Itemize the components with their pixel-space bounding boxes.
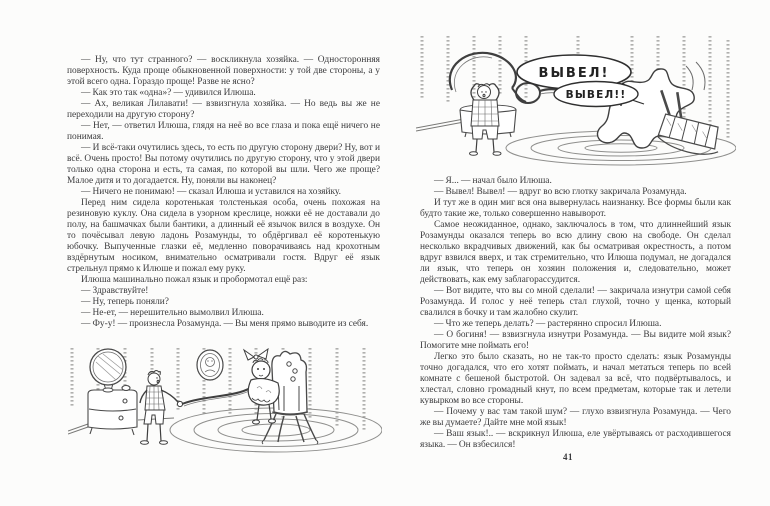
paragraph: — И всё-таки очутились здесь, то есть по другую сторону двери? Ну, вот и всё. Очень просто! Вы потому очутились по другую сторону, что у этой двери только одна сторона и есть, та самая, по которой вы шли. Чего же проще? Малое дитя и то догадается. Ну, поняли вы наконец? [67, 143, 380, 186]
paragraph: — О богиня! — взвизгнула изнутри Розамунда. — Вы видите мой язык? Помогите мне поймать его! [420, 330, 731, 351]
paragraph: — Я... — начал было Илюша. [434, 176, 552, 186]
paragraph: — Здравствуйте! [81, 286, 149, 296]
paragraph: — Нет, — ответил Илюша, глядя на неё во все глаза и пока ещё ничего не понимая. [67, 121, 380, 142]
page-number: 41 [563, 452, 573, 462]
paragraph: — Почему у вас там такой шум? — глухо взвизгнула Розамунда. — Чего же вы думаете? Дайте мне мой язык! [420, 407, 731, 428]
paragraph: Легко это было сказать, но не так-то просто сделать: язык Розамунды точно догадался, что его хотят поймать, и начал метаться теперь по всей комнате с бешеной быстротой. Он задевал за всё, что подвёртывалось, и хлестал, словно громадный кнут, по всем предметам, которые так и летели кувырком во все стороны. [420, 352, 731, 406]
dresser [88, 386, 137, 436]
paragraph: Перед ним сидела коротенькая толстенькая особа, очень похожая на резиновую куклу. Она сидела в узорном креслице, ножки её не доставали до полу, на башмачках были бантики, а длинный её язычок вился в воздухе. Он то почёсывал левую ладонь Розамунды, то обдёргивал её коротенькую юбочку. Выпученные глазки её, медленно поворачиваясь над крохотным вздёрнутым носиком, внимательно осматривали гостя. Вдруг её язык стрельнул прямо к Илюше и пожал ему руку. [67, 198, 380, 274]
paragraph: — Ничего не понимаю! — сказал Илюша и уставился на хозяйку. [81, 187, 341, 197]
paragraph: — Ваш язык!.. — вскрикнул Илюша, еле увёртываясь от расходившегося языка. — Он взбесился! [420, 429, 731, 450]
paragraph: И тут же в один миг вся она вывернулась наизнанку. Все формы были как будто такие же, только совершенно навыворот. [420, 198, 731, 219]
illustration-rozamunda-handshake [68, 348, 382, 460]
speech-bubble-1-text: ВЫВЕЛ! [538, 66, 610, 81]
wall-portrait [197, 350, 223, 380]
page-left-text [67, 55, 380, 330]
paragraph: — Ах, великая Лилавати! — взвизгнула хозяйка. — Но ведь вы же не переходили на другую сторону? [67, 99, 380, 120]
paragraph: — Что же теперь делать? — растерянно спросил Илюша. [434, 319, 662, 329]
tongue [182, 384, 257, 406]
speech-bubble-2-text: ВЫВЕЛ!! [565, 89, 627, 101]
illustration-rozamunda-inside-out [416, 36, 736, 176]
paragraph: — Фу-у! — произнесла Розамунда. — Вы меня прямо выводите из себя. [81, 319, 369, 329]
paragraph: — Вот видите, что вы со мной сделали! — закричала изнутри самой себя Розамунда. И голос у неё теперь стал глухой, точно у щенка, который свалился в бочку и там жалобно скулит. [420, 286, 731, 318]
boy-figure [470, 84, 502, 156]
motion-lines [686, 62, 705, 90]
paragraph: Илюша машинально пожал язык и пробормотал ещё раз: [81, 275, 308, 285]
paragraph: — Ну, что тут странного? — воскликнула хозяйка. — Односторонняя поверхность. Куда проще обыкновенной поверхности: у той две стороны, а у этой всего одна. Гораздо проще! Разве не ясно? [67, 55, 380, 87]
paragraph: — Не-ет, — нерешительно вымолвил Илюша. [81, 308, 264, 318]
boy-figure [140, 371, 183, 445]
paragraph: — Ну, теперь поняли? [81, 297, 169, 307]
page-right-text [420, 176, 731, 451]
paragraph: — Вывел! Вывел! — вдруг во всю глотку закричала Розамунда. [434, 187, 687, 197]
paragraph: — Как это так «одна»? — удивился Илюша. [81, 88, 256, 98]
mirror [90, 349, 126, 392]
paragraph: Самое неожиданное, однако, заключалось в том, что длиннейший язык Розамунды оказался теперь во всю длину свою на свободе. Он сделал несколько вкрадчивых движений, как бы осматривая окрестность, а потом вдруг взвился вверх, и так стремительно, что Илюша подумал, не догадался ли язык, что теперь он хозяин положения и, следовательно, может действовать, как ему заблагорассудится. [420, 220, 731, 285]
